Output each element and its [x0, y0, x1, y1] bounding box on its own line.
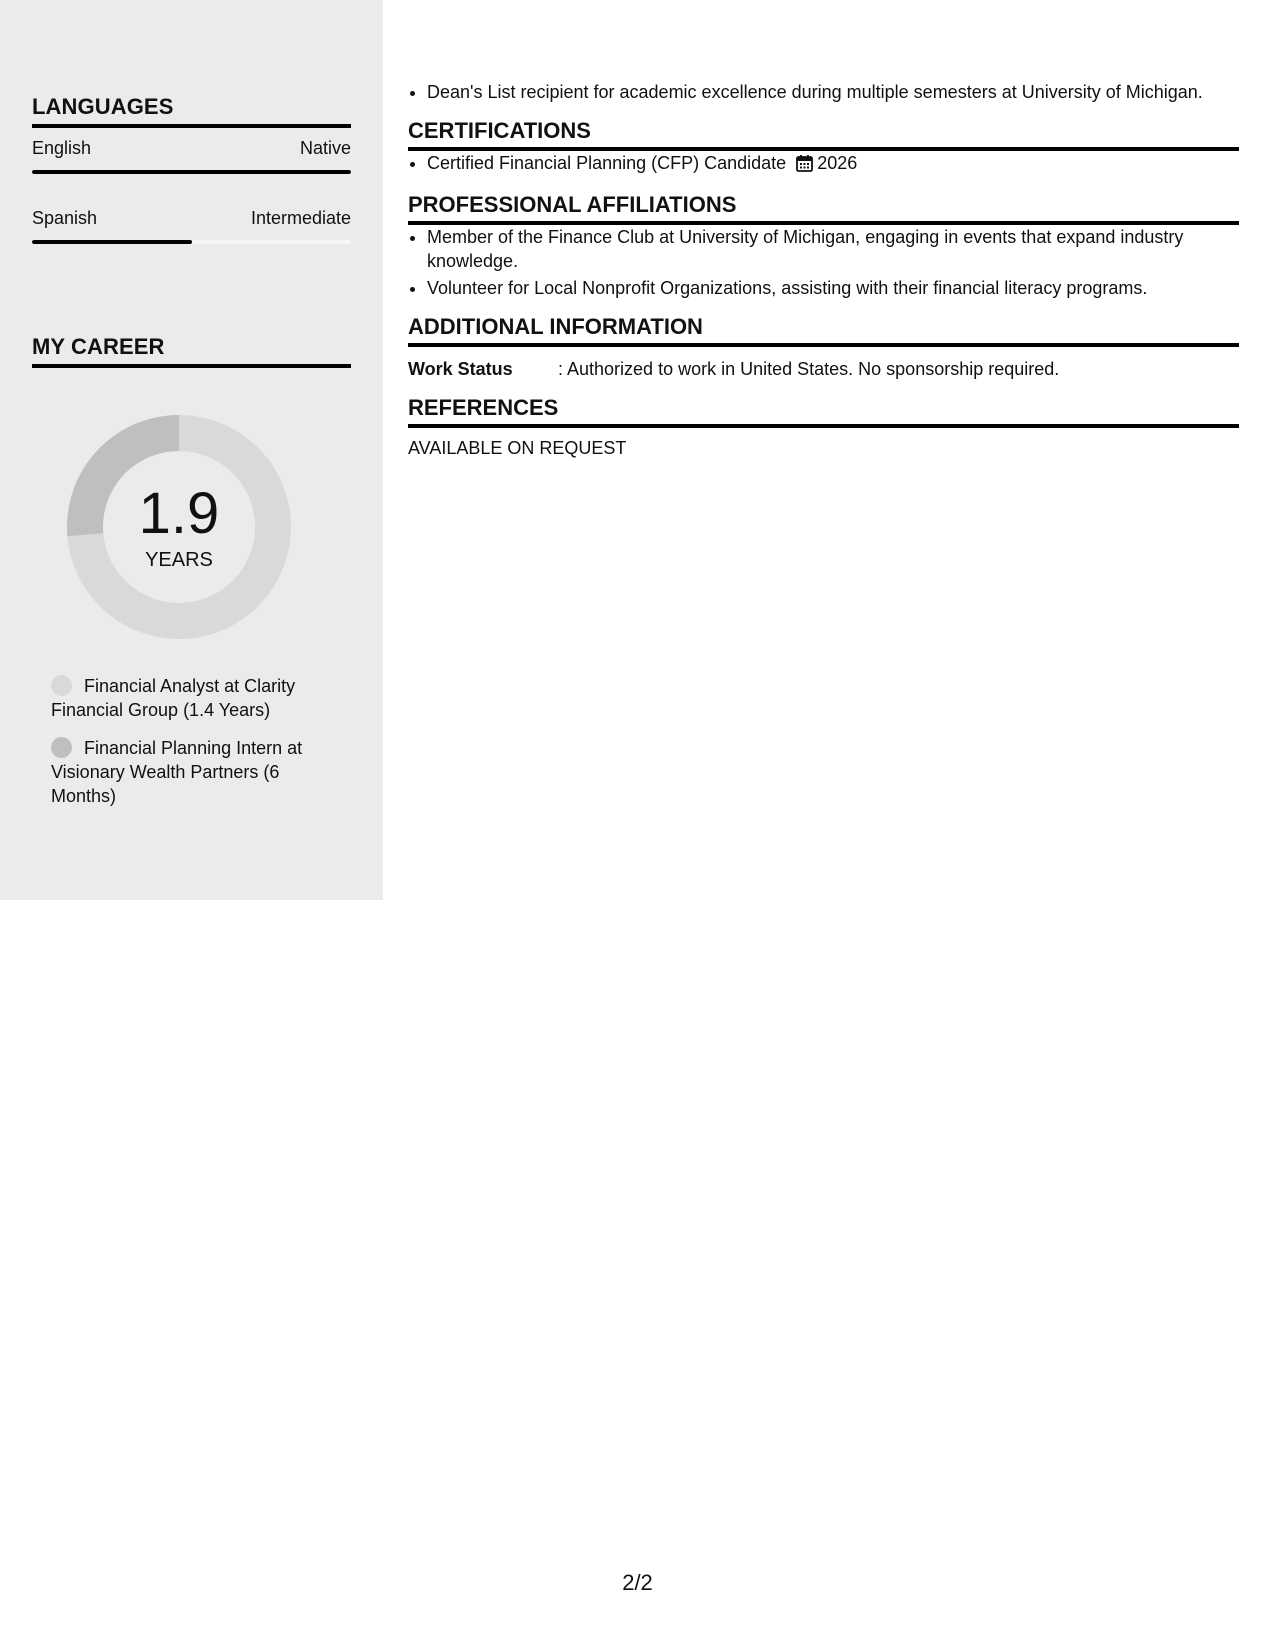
certification-item [427, 151, 1239, 178]
list-item: • Dean's List recipient for academic excellence during multiple semesters at University of Michigan. [427, 80, 1239, 104]
legend-dot [51, 675, 72, 696]
career-legend-item [51, 674, 321, 722]
language-level: Native [299, 138, 351, 158]
calendar-icon [796, 154, 813, 178]
certifications-heading: CERTIFICATIONS [408, 118, 1239, 151]
list-item: • Volunteer for Local Nonprofit Organizations, assisting with their financial literacy programs. [427, 276, 1239, 300]
certifications-list [408, 151, 1239, 178]
work-status-label: Work Status [408, 359, 513, 379]
career-legend-label: Financial Analyst at Clarity Financial Group (1.4 Years) [51, 676, 296, 720]
additional-info-heading: ADDITIONAL INFORMATION [408, 314, 1239, 347]
education-bullets [408, 80, 1239, 104]
language-proficiency-fill [32, 240, 192, 244]
career-total-unit: YEARS [145, 549, 213, 571]
sidebar [0, 0, 383, 900]
page-number: 2/2 [622, 1570, 653, 1595]
language-proficiency-bar [32, 240, 351, 244]
career-legend [51, 674, 321, 822]
language-level: Intermediate [250, 208, 351, 228]
languages-section [32, 94, 351, 254]
certification-name: Certified Financial Planning (CFP) Candidate [427, 153, 787, 173]
career-heading: MY CAREER [32, 334, 351, 368]
career-section [32, 334, 351, 368]
main-content [408, 80, 1239, 459]
languages-heading: LANGUAGES [32, 94, 351, 128]
language-row [32, 198, 351, 254]
language-name: English [32, 138, 92, 158]
language-row [32, 128, 351, 184]
references-heading: REFERENCES [408, 395, 1239, 428]
work-status-row [408, 357, 1239, 381]
certification-year: 2026 [817, 153, 858, 173]
references-text: AVAILABLE ON REQUEST [408, 438, 627, 458]
language-proficiency-bar [32, 170, 351, 174]
career-legend-item [51, 736, 321, 808]
career-legend-label: Financial Planning Intern at Visionary Wealth Partners (6 Months) [51, 738, 303, 806]
affiliations-heading: PROFESSIONAL AFFILIATIONS [408, 192, 1239, 225]
work-status-value: : Authorized to work in United States. No sponsorship required. [558, 359, 1060, 379]
affiliations-list [408, 225, 1239, 300]
career-donut-chart [67, 415, 291, 639]
list-item: • Member of the Finance Club at University of Michigan, engaging in events that expand industry knowledge. [427, 225, 1239, 273]
language-proficiency-fill [32, 170, 351, 174]
language-name: Spanish [32, 208, 98, 228]
legend-dot [51, 737, 72, 758]
career-total-value: 1.9 [138, 481, 220, 546]
